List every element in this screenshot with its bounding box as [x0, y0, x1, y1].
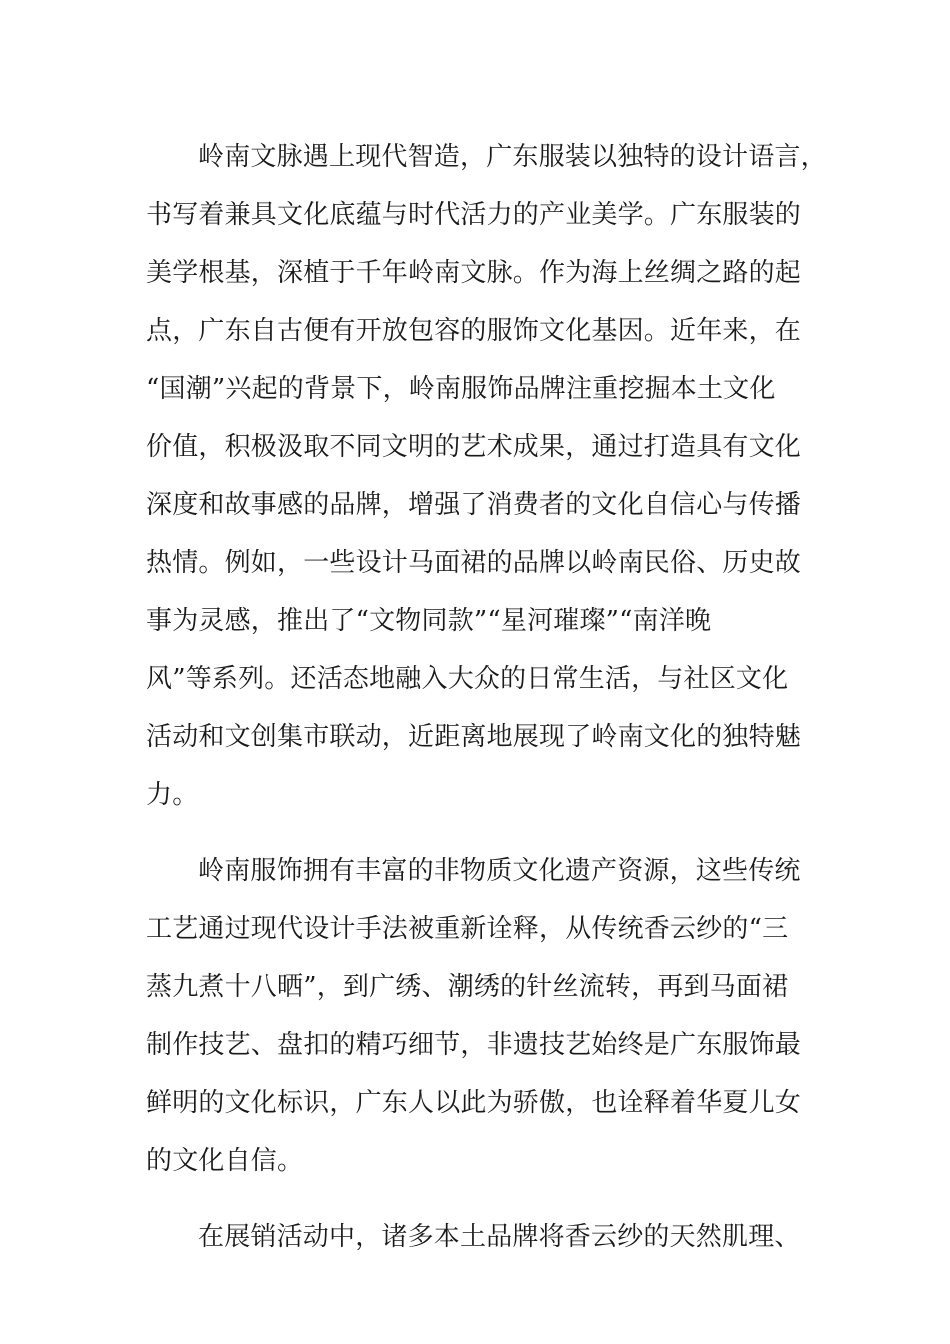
text-line: 制作技艺、盘扣的精巧细节，非遗技艺始终是广东服饰最	[146, 1030, 802, 1060]
text-line: 事为灵感，推出了“文物同款”“星河璀璨”“南洋晚	[146, 606, 712, 636]
text-line: 美学根基，深植于千年岭南文脉。作为海上丝绸之路的起	[146, 258, 802, 288]
text-line: 岭南服饰拥有丰富的非物质文化遗产资源，这些传统	[198, 856, 801, 886]
text-line: 蒸九煮十八晒”，到广绣、潮绣的针丝流转，再到马面裙	[146, 972, 789, 1002]
paragraph-3	[146, 1208, 801, 1266]
paragraph-2	[146, 842, 802, 1190]
text-line: 工艺通过现代设计手法被重新诠释，从传统香云纱的“三	[146, 914, 789, 944]
article-body	[146, 128, 827, 1266]
text-line: 岭南文脉遇上现代智造，广东服装以独特的设计语言，	[198, 142, 827, 172]
text-line: 鲜明的文化标识，广东人以此为骄傲，也诠释着华夏儿女	[146, 1088, 802, 1118]
paragraph-1	[146, 128, 827, 824]
text-line: 的文化自信。	[146, 1146, 304, 1176]
text-line: 热情。例如，一些设计马面裙的品牌以岭南民俗、历史故	[146, 548, 802, 578]
text-line: 点，广东自古便有开放包容的服饰文化基因。近年来，在	[146, 316, 802, 346]
text-line: 价值，积极汲取不同文明的艺术成果，通过打造具有文化	[146, 432, 802, 462]
text-line: “国潮”兴起的背景下，岭南服饰品牌注重挖掘本土文化	[146, 374, 776, 404]
text-line: 深度和故事感的品牌，增强了消费者的文化自信心与传播	[146, 490, 802, 520]
paragraph-spacer	[146, 1190, 786, 1208]
text-line: 在展销活动中，诸多本土品牌将香云纱的天然肌理、	[198, 1222, 801, 1252]
text-line: 风”等系列。还活态地融入大众的日常生活，与社区文化	[146, 664, 789, 694]
text-line: 活动和文创集市联动，近距离地展现了岭南文化的独特魅	[146, 722, 802, 752]
paragraph-spacer	[146, 824, 786, 842]
text-line: 书写着兼具文化底蕴与时代活力的产业美学。广东服装的	[146, 200, 802, 230]
text-line: 力。	[146, 780, 199, 810]
